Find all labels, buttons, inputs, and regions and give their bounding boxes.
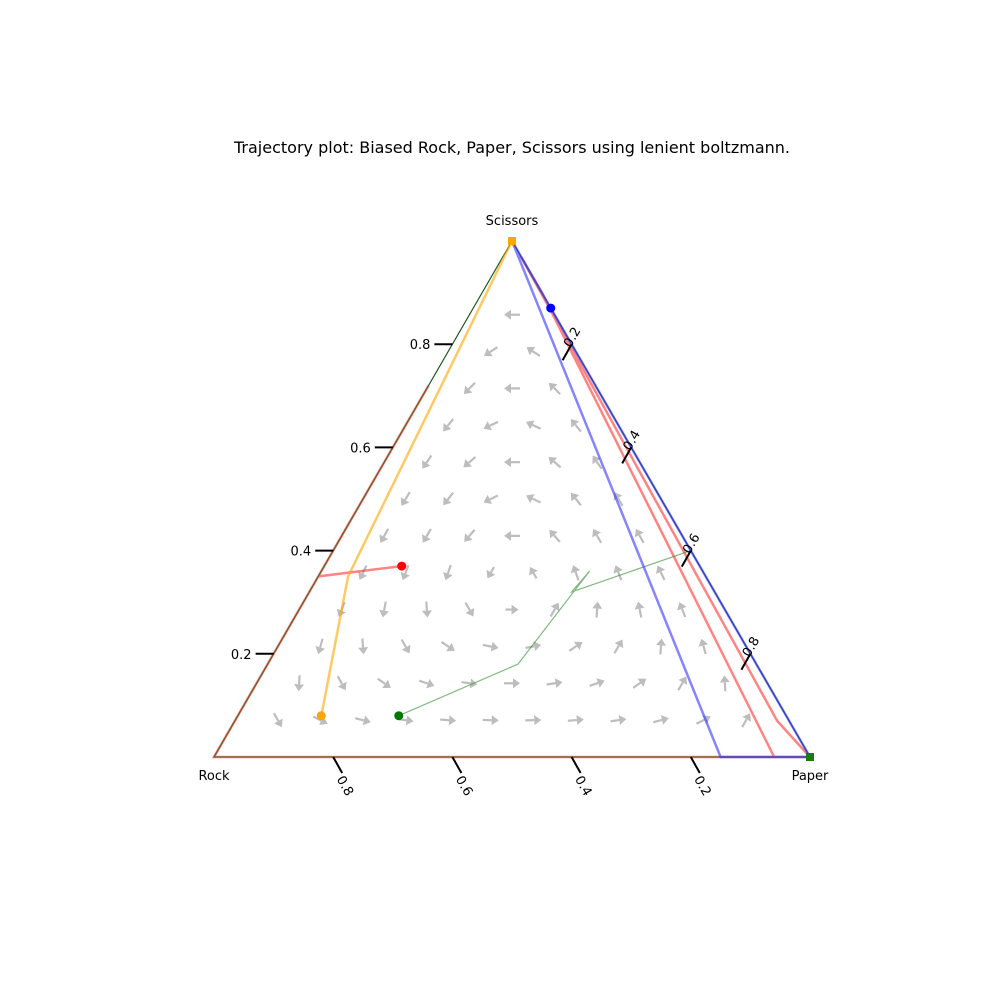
trajectory-green [214,241,810,757]
tick-label-right: 0.4 [620,427,645,454]
field-arrow-shaft [554,535,560,542]
tick-label-bottom: 0.4 [571,773,595,799]
tick-mark-bottom [691,757,700,773]
field-arrow-head [491,642,499,652]
field-arrow-shaft [462,682,471,683]
tick-mark-bottom [572,757,581,773]
field-arrow-shaft [660,645,661,654]
field-arrow-head [576,715,583,725]
field-arrow-head [720,675,730,682]
field-arrow-shaft [483,645,492,647]
axis-ticks [231,325,763,799]
field-arrow-head [512,605,519,615]
field-arrow-shaft [440,720,449,721]
field-arrow-shaft [490,347,498,352]
field-arrow-shaft [426,456,431,463]
field-arrow-shaft [490,422,498,426]
field-arrow-shaft [640,609,642,618]
field-arrow-shaft [338,676,343,684]
field-arrow-head [504,457,511,467]
field-arrow-shaft [426,602,427,611]
field-arrow-head [294,684,304,691]
vertex-label-rock: Rock [198,769,230,784]
field-arrow-shaft [355,718,364,720]
tick-mark-bottom [452,757,461,773]
tick-label-right: 0.6 [680,531,704,557]
field-arrow-shaft [469,530,475,537]
start-point-blue [546,304,555,313]
field-arrow-shaft [678,682,683,690]
field-arrow-shaft [448,493,454,500]
field-arrow-shaft [534,573,537,578]
tick-label-bottom: 0.2 [690,773,714,799]
field-arrow-head [492,715,499,725]
field-arrow-head [534,715,541,725]
field-arrow-head [449,715,456,725]
triangle-frame [214,241,810,757]
field-arrow-shaft [661,572,665,580]
field-arrow-head [592,602,602,609]
field-arrow-shaft [725,682,726,691]
tick-label-right: 0.2 [561,324,585,351]
field-arrow-shaft [653,720,662,722]
field-arrow-shaft [568,720,577,721]
field-arrow-shaft [554,461,561,467]
field-arrow-head [513,678,520,688]
field-arrow-shaft [532,351,540,356]
field-arrow-shaft [448,419,454,426]
field-arrow-shaft [299,675,300,684]
field-arrow-shaft [703,645,705,654]
start-point-green [394,711,403,720]
field-arrow-shaft [532,425,540,429]
field-arrow-head [619,715,627,725]
field-arrow-shaft [491,567,494,572]
field-arrow-head [358,647,368,654]
field-arrow-head [379,610,389,618]
start-point-red [397,562,406,571]
field-arrow-shaft [274,713,279,721]
field-arrow-head [422,610,432,617]
field-arrow-shaft [419,681,428,684]
field-arrow-shaft [426,529,431,537]
tick-label-bottom: 0.8 [332,773,357,799]
field-arrow-head [656,638,666,645]
tick-label-left: 0.8 [409,338,431,354]
field-arrow-head [504,310,511,320]
field-arrow-shaft [696,720,704,724]
field-arrow-shaft [465,603,470,611]
end-marker-paper-end [806,753,814,761]
field-arrow-shaft [611,720,620,721]
field-arrow-shaft [532,499,540,503]
field-arrow-shaft [597,609,598,618]
tick-mark-bottom [333,757,342,773]
field-arrow-shaft [320,639,322,648]
field-arrow-shaft [597,535,602,543]
tick-label-left: 0.6 [350,441,371,457]
field-arrow-shaft [576,572,579,581]
field-arrow-shaft [490,496,498,500]
field-arrow-shaft [682,609,685,617]
field-arrow-shaft [384,602,386,611]
trajectories [214,241,810,757]
field-arrow-shaft [362,638,363,647]
field-arrow-shaft [590,683,599,686]
field-arrow-shaft [569,646,576,651]
tick-label-left: 0.4 [290,544,312,560]
field-arrow-shaft [469,383,475,389]
field-arrow-shaft [551,609,556,617]
tick-label-bottom: 0.6 [451,773,476,799]
tick-label-right: 0.8 [739,634,764,660]
start-point-orange [317,711,326,720]
field-arrow-shaft [469,457,476,463]
field-arrow-head [555,678,563,688]
field-arrow-shaft [525,646,534,648]
field-arrow-shaft [448,565,451,574]
field-arrow-shaft [405,492,410,500]
field-arrow-shaft [614,646,619,654]
field-arrow-shaft [633,683,640,688]
field-arrow-head [406,715,414,725]
field-arrow-shaft [384,529,388,537]
field-arrow-head [504,383,511,393]
field-arrow-shaft [554,388,560,394]
field-arrow-shaft [402,640,407,648]
field-arrow-head [504,531,511,541]
field-arrow-shaft [742,719,747,727]
vector-field [274,310,751,727]
markers [317,237,814,761]
end-marker-scissors-end [508,237,516,245]
field-arrow-head [635,602,645,610]
chart-title: Trajectory plot: Biased Rock, Paper, Scissors using lenient boltzmann. [234,138,790,157]
field-arrow-shaft [547,683,556,684]
triangle-outline [214,241,810,757]
field-arrow-shaft [378,679,385,684]
vertex-label-scissors: Scissors [485,214,539,229]
field-arrow-shaft [575,425,581,432]
tick-label-left: 0.2 [230,647,252,663]
vertex-label-paper: Paper [791,769,829,784]
field-arrow-shaft [639,535,643,543]
field-arrow-shaft [575,498,581,505]
field-arrow-shaft [442,642,449,647]
